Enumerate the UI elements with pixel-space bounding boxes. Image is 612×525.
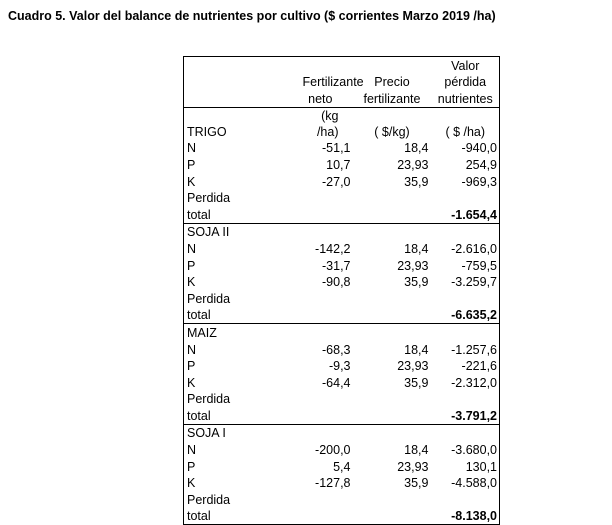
total-label-line1: Perdida — [184, 491, 300, 508]
nutrient-label: K — [184, 374, 300, 391]
loss-value: -3.259,7 — [451, 275, 497, 290]
total-label-row — [184, 491, 500, 508]
price-value: 18,4 — [404, 443, 429, 458]
header-cell-empty — [184, 57, 300, 74]
empty-cell — [431, 290, 500, 307]
fert-value: -90,8 — [322, 275, 351, 290]
nutrient-balance-table — [183, 56, 500, 525]
header-value-4: ( $ /ha) — [431, 107, 500, 140]
nutrient-row — [184, 156, 500, 173]
empty-cell — [353, 491, 431, 508]
fert-value: -64,4 — [322, 375, 351, 390]
price-value: 35,9 — [404, 275, 429, 290]
total-label-line1: Perdida — [184, 190, 300, 207]
header-fert-1 — [300, 57, 353, 74]
price-value: 35,9 — [404, 476, 429, 491]
loss-value: -759,5 — [461, 258, 497, 273]
header-fert-4: (kg /ha) — [300, 107, 353, 140]
header-price-1 — [353, 57, 431, 74]
empty-cell — [431, 391, 500, 408]
price-value: 18,4 — [404, 141, 429, 156]
loss-value: -221,6 — [461, 359, 497, 374]
fert-value: 5,4 — [333, 459, 351, 474]
loss-value: 254,9 — [465, 157, 497, 172]
price-value: 23,93 — [397, 359, 429, 374]
nutrient-row — [184, 257, 500, 274]
total-row — [184, 307, 500, 324]
fert-value: -31,7 — [322, 258, 351, 273]
nutrient-row — [184, 341, 500, 358]
empty-cell — [353, 307, 431, 324]
empty-cell — [353, 391, 431, 408]
price-value: 35,9 — [404, 174, 429, 189]
nutrient-label: N — [184, 240, 300, 257]
fert-value: -51,1 — [322, 141, 351, 156]
total-loss-value: -1.654,4 — [451, 207, 497, 222]
header-cell-empty — [184, 90, 300, 107]
loss-value: -4.588,0 — [451, 476, 497, 491]
loss-value: -1.257,6 — [451, 342, 497, 357]
loss-value: -2.312,0 — [451, 375, 497, 390]
total-row — [184, 407, 500, 424]
empty-cell — [300, 391, 353, 408]
price-value: 35,9 — [404, 375, 429, 390]
header-cell-empty — [184, 74, 300, 91]
price-value: 23,93 — [397, 258, 429, 273]
nutrient-row — [184, 173, 500, 190]
table-body — [184, 57, 500, 525]
header-price-4: ( $/kg) — [353, 107, 431, 140]
empty-cell — [300, 190, 353, 207]
crop-row — [184, 324, 500, 341]
fert-value: -127,8 — [315, 476, 351, 491]
fert-value: -68,3 — [322, 342, 351, 357]
nutrient-row — [184, 240, 500, 257]
crop-row — [184, 424, 500, 441]
crop-name: MAIZ — [184, 324, 300, 341]
total-label-row — [184, 190, 500, 207]
nutrient-row — [184, 458, 500, 475]
empty-cell — [300, 324, 353, 341]
total-row — [184, 508, 500, 525]
empty-cell — [353, 290, 431, 307]
empty-cell — [300, 290, 353, 307]
fert-value: -9,3 — [328, 359, 351, 374]
empty-cell — [353, 223, 431, 240]
fert-value: -142,2 — [315, 241, 351, 256]
nutrient-label: P — [184, 257, 300, 274]
empty-cell — [300, 206, 353, 223]
fert-value: -200,0 — [315, 443, 351, 458]
header-price-2: Precio — [374, 75, 410, 90]
total-label-line1: Perdida — [184, 391, 300, 408]
header-fert-2: Fertilizante — [302, 75, 364, 90]
header-row-2 — [184, 74, 500, 91]
fert-value: -27,0 — [322, 174, 351, 189]
nutrient-label: N — [184, 441, 300, 458]
empty-cell — [353, 407, 431, 424]
total-loss-value: -6.635,2 — [451, 308, 497, 323]
total-label-line2: total — [184, 508, 300, 525]
empty-cell — [353, 206, 431, 223]
table-title: Cuadro 5. Valor del balance de nutrientes por cultivo ($ corrientes Marzo 2019 /ha) — [8, 9, 496, 23]
total-loss-value: -3.791,2 — [451, 408, 497, 423]
empty-cell — [431, 424, 500, 441]
empty-cell — [431, 190, 500, 207]
nutrient-label: K — [184, 173, 300, 190]
total-row — [184, 206, 500, 223]
nutrient-row — [184, 140, 500, 157]
crop-name: SOJA II — [184, 223, 300, 240]
empty-cell — [300, 424, 353, 441]
total-label-line1: Perdida — [184, 290, 300, 307]
nutrient-label: P — [184, 156, 300, 173]
fert-value: 10,7 — [326, 157, 351, 172]
nutrient-label: K — [184, 274, 300, 291]
nutrient-label: P — [184, 358, 300, 375]
empty-cell — [300, 223, 353, 240]
crop-row — [184, 107, 500, 140]
nutrient-row — [184, 441, 500, 458]
empty-cell — [353, 190, 431, 207]
crop-name: SOJA I — [184, 424, 300, 441]
empty-cell — [353, 508, 431, 525]
nutrient-row — [184, 475, 500, 492]
nutrient-label: N — [184, 341, 300, 358]
loss-value: -3.680,0 — [451, 443, 497, 458]
nutrient-row — [184, 374, 500, 391]
nutrient-label: K — [184, 475, 300, 492]
nutrient-label: P — [184, 458, 300, 475]
price-value: 23,93 — [397, 157, 429, 172]
total-label-row — [184, 290, 500, 307]
loss-value: -2.616,0 — [451, 241, 497, 256]
header-value-1: Valor — [451, 58, 480, 73]
loss-value: 130,1 — [465, 459, 497, 474]
empty-cell — [300, 491, 353, 508]
header-row-3 — [184, 90, 500, 107]
price-value: 18,4 — [404, 342, 429, 357]
header-price-3: fertilizante — [363, 91, 421, 106]
loss-value: -969,3 — [461, 174, 497, 189]
total-loss-value: -8.138,0 — [451, 509, 497, 524]
nutrient-row — [184, 274, 500, 291]
crop-row — [184, 223, 500, 240]
total-label-line2: total — [184, 307, 300, 324]
nutrient-row — [184, 358, 500, 375]
total-label-line2: total — [184, 407, 300, 424]
empty-cell — [431, 491, 500, 508]
header-row-1 — [184, 57, 500, 74]
total-label-line2: total — [184, 206, 300, 223]
header-value-3: nutrientes — [437, 91, 493, 106]
empty-cell — [300, 407, 353, 424]
empty-cell — [353, 424, 431, 441]
price-value: 23,93 — [397, 459, 429, 474]
loss-value: -940,0 — [461, 141, 497, 156]
empty-cell — [353, 324, 431, 341]
empty-cell — [300, 508, 353, 525]
header-value-2: pérdida — [444, 75, 487, 90]
header-fert-3: neto — [308, 91, 333, 106]
empty-cell — [431, 324, 500, 341]
crop-name: TRIGO — [184, 107, 300, 140]
empty-cell — [300, 307, 353, 324]
nutrient-label: N — [184, 140, 300, 157]
total-label-row — [184, 391, 500, 408]
price-value: 18,4 — [404, 241, 429, 256]
empty-cell — [431, 223, 500, 240]
